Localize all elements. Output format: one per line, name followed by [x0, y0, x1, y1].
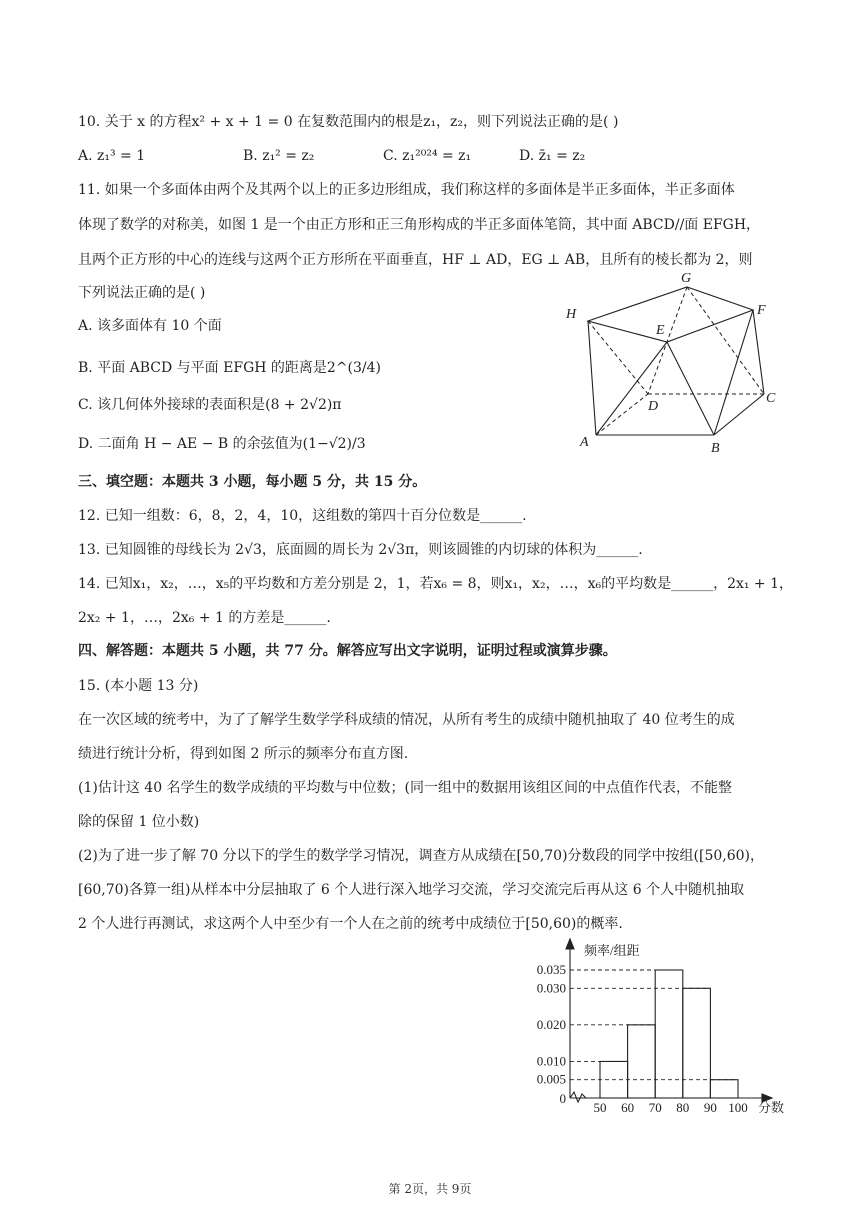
q11-line-3: 且两个正方形的中心的连线与这两个正方形所在平面垂直，HF ⊥ AD，EG ⊥ AB，且所有的棱长都为 2，则 [78, 252, 753, 268]
histogram-bar [683, 988, 711, 1098]
q14-line-1: 14. 已知x₁，x₂，…，x₅的平均数和方差分别是 2，1，若x₆ = 8，则x₁，x₂，…，x₆的平均数是______，2x₁ + 1， [78, 576, 794, 592]
q12-text: 12. 已知一组数：6，8，2，4，10，这组数的第四十百分位数是______. [78, 508, 527, 524]
q11-line-2: 体现了数学的对称美，如图 1 是一个由正方形和正三角形构成的半正多面体笔筒，其中面 ABCD//面 EFGH， [78, 217, 761, 233]
edge-ea [596, 342, 667, 435]
x-tick-label: 50 [593, 1100, 607, 1115]
x-tick-label: 100 [728, 1100, 748, 1115]
label-h: H [566, 307, 577, 322]
histogram-bar [655, 970, 683, 1098]
y-tick-label: 0.020 [536, 1016, 566, 1032]
y-tick-label: 0 [559, 1091, 566, 1106]
q15-part2-line-3: 2 个人进行再测试，求这两个人中至少有一个人在之前的统考中成绩位于[50,60)的概率. [78, 916, 623, 932]
label-a: A [580, 435, 589, 450]
q11-line-4: 下列说法正确的是( ) [78, 285, 206, 301]
edge-fb [714, 310, 753, 435]
page-footer: 第 2页，共 9页 [388, 1182, 472, 1196]
y-tick-label: 0.035 [536, 962, 566, 977]
q11-option-d: D. 二面角 H − AE − B 的余弦值为(1−√2)/3 [78, 436, 366, 452]
q15-heading: 15. (本小题 13 分) [78, 678, 199, 694]
x-tick-label: 90 [703, 1100, 717, 1115]
histogram-bar [710, 1080, 738, 1098]
y-tick-label: 0.030 [536, 980, 566, 996]
q14-line-2: 2x₂ + 1，…，2x₆ + 1 的方差是______. [78, 610, 331, 626]
q15-part2-line-1: (2)为了进一步了解 70 分以下的学生的数学学习情况，调查方从成绩在[50,70)分数段的同学中按组([50,60)， [78, 848, 765, 864]
x-tick-label: 70 [648, 1100, 662, 1115]
edge-bc [714, 394, 764, 435]
x-axis-label: 分数 [758, 1100, 785, 1115]
edge-gd-hidden [648, 287, 687, 394]
polyhedron-figure [560, 270, 790, 460]
q15-line-2: 绩进行统计分析，得到如图 2 所示的频率分布直方图. [78, 746, 409, 762]
label-b: B [711, 441, 720, 456]
edge-hd-hidden [588, 321, 648, 394]
q15-part2-line-2: [60,70)各算一组)从样本中分层抽取了 6 个人进行深入地学习交流，学习交流完后再从这 6 个人中随机抽取 [78, 882, 745, 898]
q15-part1-line-1: (1)估计这 40 名学生的数学成绩的平均数与中位数；(同一组中的数据用该组区间的中点值作代表，不能整 [78, 780, 733, 796]
frequency-histogram [510, 935, 810, 1125]
q10-option-a: A. z₁³ = 1 [78, 148, 146, 164]
q10-option-b: B. z₁² = z₂ [243, 148, 315, 164]
x-tick-label: 60 [621, 1100, 635, 1115]
q10-stem: 10. 关于 x 的方程x² + x + 1 = 0 在复数范围内的根是z₁，z₂，则下列说法正确的是( ) [78, 114, 619, 130]
section-3-heading: 三、填空题：本题共 3 小题，每小题 5 分，共 15 分。 [78, 474, 427, 490]
histogram-bar [628, 1025, 656, 1098]
label-d: D [648, 399, 659, 414]
y-tick-label: 0.010 [536, 1053, 566, 1069]
section-4-heading: 四、解答题：本题共 5 小题，共 77 分。解答应写出文字说明，证明过程或演算步骤。 [78, 643, 617, 659]
q11-option-c: C. 该几何体外接球的表面积是(8 + 2√2)π [78, 397, 342, 413]
y-tick-label: 0.005 [536, 1071, 566, 1087]
q13-text: 13. 已知圆锥的母线长为 2√3，底面圆的周长为 2√3π，则该圆锥的内切球的体积为______. [78, 542, 643, 558]
edge-ha [588, 321, 596, 435]
label-f: F [757, 303, 766, 318]
edge-eb [667, 342, 714, 435]
q10-option-c: C. z₁²⁰²⁴ = z₁ [383, 148, 472, 164]
y-axis-label: 频率/组距 [584, 943, 640, 958]
label-c: C [766, 391, 776, 406]
q15-part1-line-2: 除的保留 1 位小数) [78, 814, 200, 830]
q11-option-b: B. 平面 ABCD 与平面 EFGH 的距离是2^(3/4) [78, 360, 382, 376]
label-g: G [681, 271, 692, 286]
q11-option-a: A. 该多面体有 10 个面 [78, 318, 222, 334]
label-e: E [656, 323, 665, 338]
y-axis-arrow [566, 939, 574, 949]
edge-gc-hidden [687, 287, 764, 394]
q15-line-1: 在一次区域的统考中，为了了解学生数学学科成绩的情况，从所有考生的成绩中随机抽取了 40 位考生的成 [78, 712, 735, 728]
x-tick-label: 80 [676, 1100, 690, 1115]
q10-option-d: D. z̄₁ = z₂ [519, 148, 586, 164]
q11-line-1: 11. 如果一个多面体由两个及其两个以上的正多边形组成，我们称这样的多面体是半正多面体，半正多面体 [78, 182, 735, 198]
top-square-efgh [588, 287, 753, 342]
edge-fc [753, 310, 764, 394]
axis-break [570, 1092, 586, 1102]
